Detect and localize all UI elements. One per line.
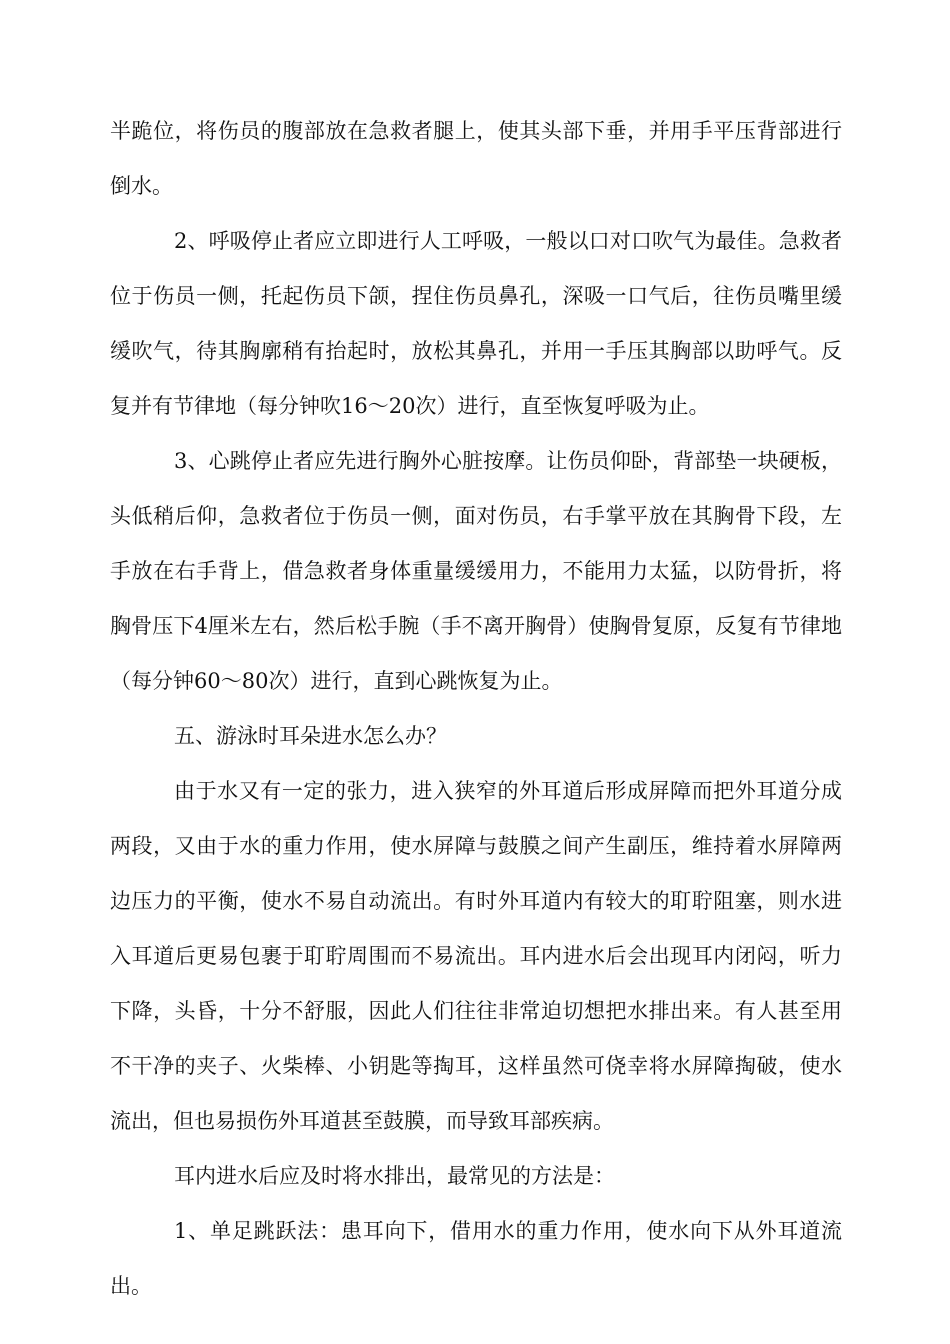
paragraph-cardiac-massage: 3、心跳停止者应先进行胸外心脏按摩。让伤员仰卧，背部垫一块硬板，头低稍后仰，急救者位于伤员一侧，面对伤员，右手掌平放在其胸骨下段，左手放在右手背上，借急救者身体重量缓缓用力，不能用力太猛，以防骨折，将胸骨压下4厘米左右，然后松手腕（手不离开胸骨）使胸骨复原，反复有节律地（每分钟60～80次）进行，直到心跳恢复为止。: [110, 449, 842, 693]
paragraph-artificial-respiration: 2、呼吸停止者应立即进行人工呼吸，一般以口对口吹气为最佳。急救者位于伤员一侧，托起伤员下颌，捏住伤员鼻孔，深吸一口气后，往伤员嘴里缓缓吹气，待其胸廓稍有抬起时，放松其鼻孔，并用一手压其胸部以助呼气。反复并有节律地（每分钟吹16～20次）进行，直至恢复呼吸为止。: [110, 229, 842, 418]
document-body: [110, 104, 842, 1314]
paragraph-continuation: 半跪位，将伤员的腹部放在急救者腿上，使其头部下垂，并用手平压背部进行倒水。: [110, 119, 842, 198]
paragraph-single-foot-jump: 1、单足跳跃法：患耳向下，借用水的重力作用，使水向下从外耳道流出。: [110, 1219, 842, 1298]
paragraph-methods-intro: 耳内进水后应及时将水排出，最常见的方法是：: [174, 1164, 615, 1188]
section-heading: 五、游泳时耳朵进水怎么办？: [174, 724, 447, 748]
paragraph-ear-water-explanation: 由于水又有一定的张力，进入狭窄的外耳道后形成屏障而把外耳道分成两段，又由于水的重力作用，使水屏障与鼓膜之间产生副压，维持着水屏障两边压力的平衡，使水不易自动流出。有时外耳道内有较大的耵聍阻塞，则水进入耳道后更易包裹于耵聍周围而不易流出。耳内进水后会出现耳内闭闷，听力下降，头昏，十分不舒服，因此人们往往非常迫切想把水排出来。有人甚至用不干净的夹子、火柴棒、小钥匙等掏耳，这样虽然可侥幸将水屏障掏破，使水流出，但也易损伤外耳道甚至鼓膜，而导致耳部疾病。: [110, 779, 842, 1133]
